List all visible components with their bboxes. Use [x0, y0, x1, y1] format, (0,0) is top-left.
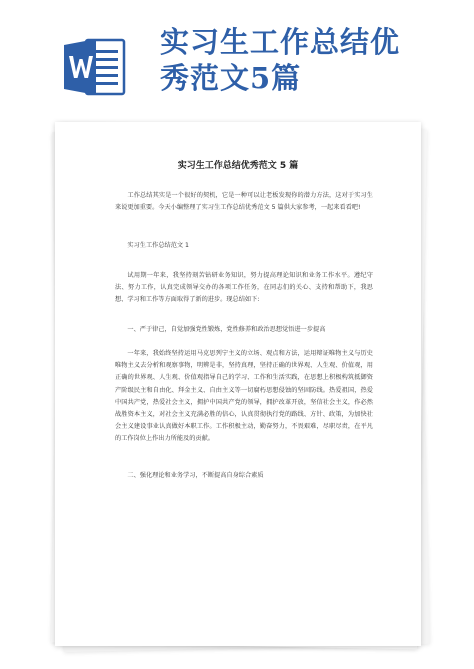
section-label: 实习生工作总结范文 1: [127, 242, 189, 249]
word-doc-icon: [64, 37, 126, 97]
heading-2: 二、强化理论和业务学习，不断提高自身综合素质: [127, 472, 264, 479]
intro-paragraph: 工作总结其实是一个很好的契机，它是一种可以让老板发现你的潜力方法，这对于实习生来说更加重要。今天小编整理了实习生工作总结优秀范文 5 篇供大家参考，一起来看看吧!: [115, 192, 373, 212]
paragraph-2: 一年来，我始终坚持运用马克思列宁主义的立场、观点和方法，运用辩证唯物主义与历史唯物主义去分析和观察事物，明辨是非，坚持真理，坚持正确的世界观、人生观、价值观，用正确的世界观、人生观、价值观指导自己的学习、工作和生活实践，在思想上积极构筑抵御资产阶级民主和自由化、拜金主义、自由主义等一切腐朽思想侵蚀的坚固防线。热爱祖国，热爱中国共产党，热爱社会主义，拥护中国共产党的领导，拥护改革开放，坚信社会主义，作必然战胜资本主义，对社会主义充满必胜的信心，认真贯彻执行党的路线、方针、政策，为加快社会主义建设事业认真做好本职工作。工作积极主动，勤奋努力，不畏艰难，尽职尽责，在平凡的工作岗位上作出力所能及的贡献。: [115, 350, 373, 443]
heading-1: 一、严于律己，自觉加强党性锻炼，党性修养和政治思想觉悟进一步提高: [127, 326, 326, 333]
header: [0, 0, 474, 120]
page-title: 实习生工作总结优秀范文 5 篇: [177, 161, 299, 171]
title-line-1: 实习生工作总结优: [160, 25, 401, 59]
document-page: [55, 122, 421, 646]
document-title-banner: [160, 24, 460, 96]
title-line-2: 秀范文5篇: [160, 61, 302, 95]
paragraph-1: 试用期一年来，我坚持刻苦钻研业务知识，努力提高理论知识和业务工作水平。遵纪守法、努力工作，认真完成领导交办的各项工作任务，在同志们的关心、支持和帮助下，我思想、学习和工作等方面取得了新的进步。现总结如下:: [115, 272, 373, 304]
